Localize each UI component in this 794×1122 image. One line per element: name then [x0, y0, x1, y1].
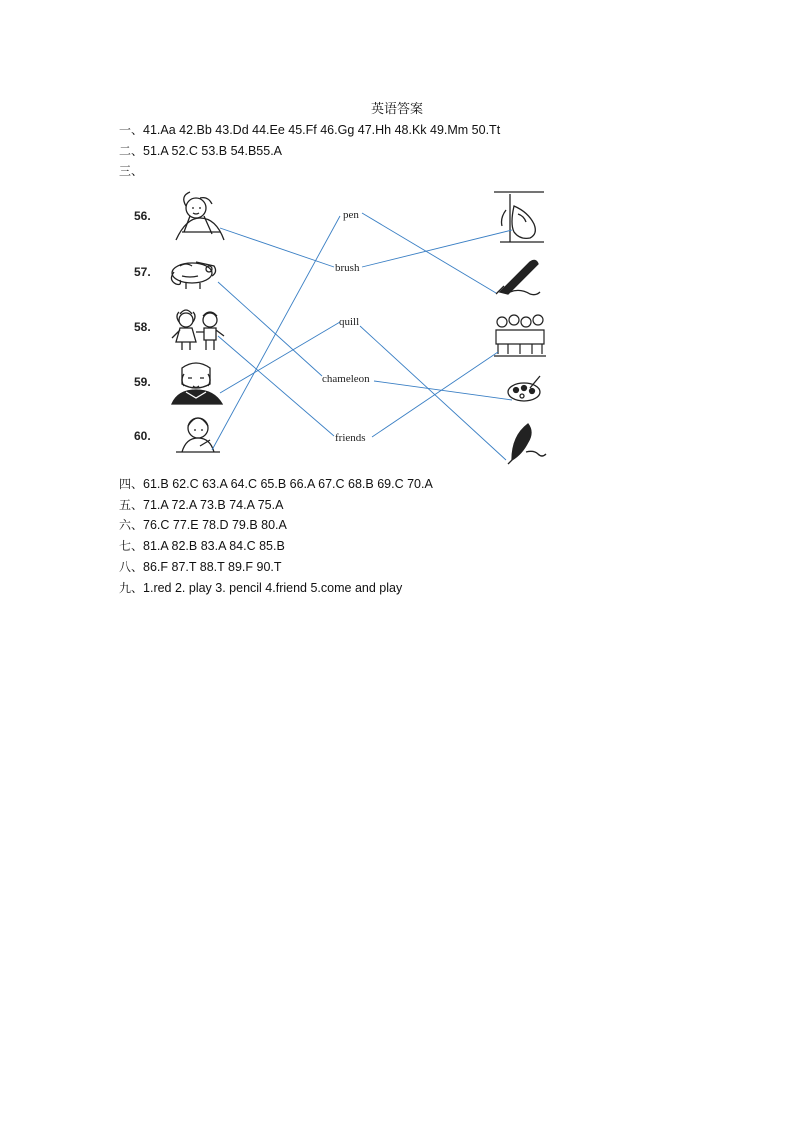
word-brush: brush — [335, 262, 360, 274]
children-group-picture — [494, 315, 546, 356]
section-number: 三、 — [119, 164, 144, 178]
section-answers: 51.A 52.C 53.B 54.B55.A — [143, 144, 283, 158]
match-line-56 — [220, 228, 334, 267]
answer-line-5 — [119, 496, 283, 513]
match-line-quill — [360, 326, 506, 460]
item-number-56: 56. — [134, 209, 151, 223]
answer-line-6 — [119, 516, 287, 533]
hand-with-brush-picture — [494, 192, 544, 242]
section-number: 九、 — [119, 581, 144, 595]
section-answers: 76.C 77.E 78.D 79.B 80.A — [143, 518, 287, 532]
match-line-pen — [362, 213, 496, 293]
match-line-57 — [218, 282, 322, 376]
word-quill: quill — [339, 316, 360, 328]
item-number-58: 58. — [134, 320, 151, 334]
section-number: 五、 — [119, 498, 144, 512]
section-number: 四、 — [119, 477, 144, 491]
pen-picture — [496, 260, 540, 294]
shakespeare-picture — [172, 363, 222, 404]
section-answers: 86.F 87.T 88.T 89.F 90.T — [143, 560, 282, 574]
match-line-58 — [218, 336, 334, 436]
section-answers: 41.Aa 42.Bb 43.Dd 44.Ee 45.Ff 46.Gg 47.Hh 48.Kk 49.Mm 50.Tt — [143, 123, 501, 137]
word-friends: friends — [335, 432, 366, 444]
answer-line-7 — [119, 537, 285, 554]
match-line-brush — [362, 230, 512, 267]
section-answers: 81.A 82.B 83.A 84.C 85.B — [143, 539, 285, 553]
section-answers: 71.A 72.A 73.B 74.A 75.A — [143, 498, 284, 512]
section-answers: 1.red 2. play 3. pencil 4.friend 5.come and play — [143, 581, 403, 595]
answer-line-9 — [119, 579, 402, 596]
section-number: 一、 — [119, 123, 144, 137]
page-title: 英语答案 — [370, 102, 423, 117]
section-number: 七、 — [119, 539, 144, 553]
section-number: 二、 — [119, 144, 144, 158]
old-man-picture — [176, 192, 224, 240]
item-number-60: 60. — [134, 429, 151, 443]
matching-diagram — [0, 0, 794, 480]
match-line-friends — [372, 352, 498, 437]
word-chameleon: chameleon — [322, 373, 370, 385]
item-number-57: 57. — [134, 265, 151, 279]
paint-palette-picture — [508, 376, 540, 401]
quill-picture — [508, 424, 546, 464]
word-pen: pen — [343, 209, 359, 221]
answer-line-8 — [119, 558, 282, 575]
section-answers: 61.B 62.C 63.A 64.C 65.B 66.A 67.C 68.B 69.C 70.A — [143, 477, 433, 491]
section-number: 六、 — [119, 518, 144, 532]
answer-line-4 — [119, 475, 433, 492]
friends-picture — [172, 310, 224, 350]
match-line-chameleon — [374, 381, 512, 400]
chameleon-picture — [171, 262, 215, 289]
item-number-59: 59. — [134, 375, 151, 389]
section-number: 八、 — [119, 560, 144, 574]
